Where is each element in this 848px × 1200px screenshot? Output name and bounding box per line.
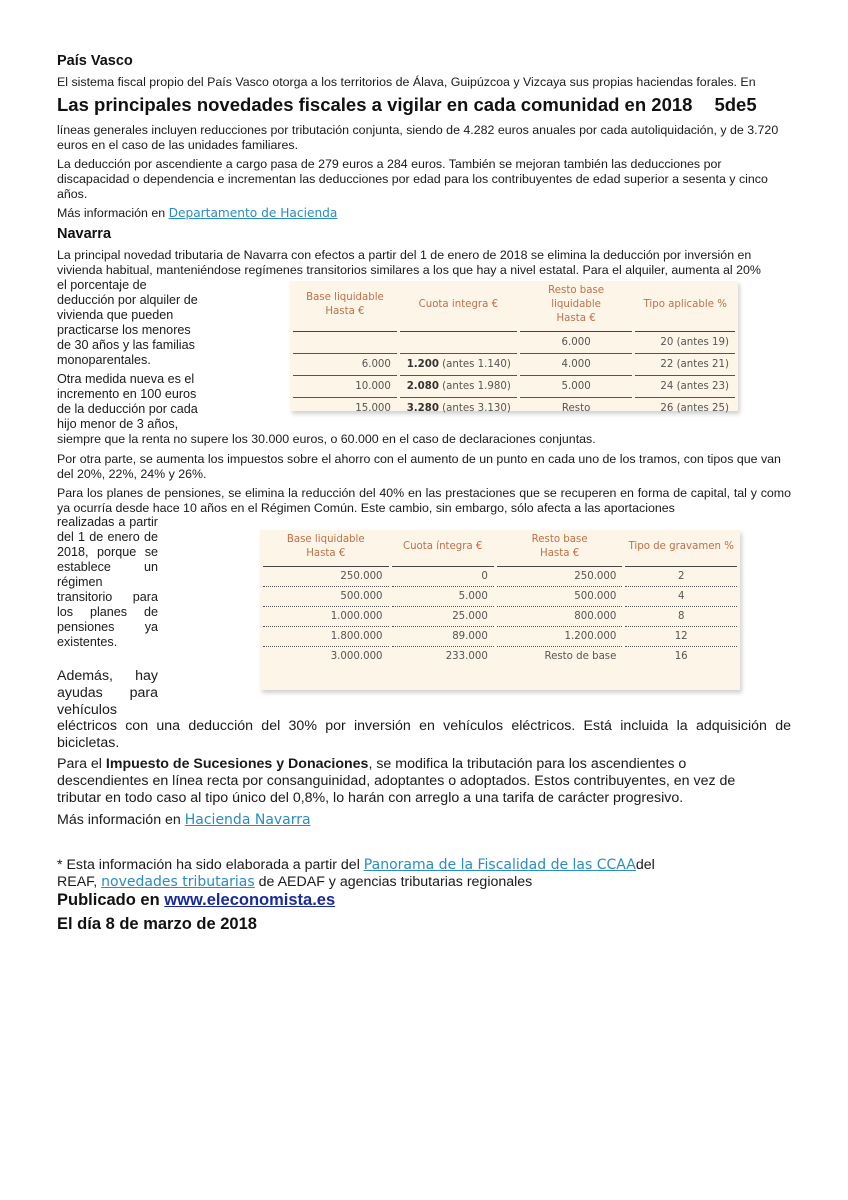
col-header-cuota: Cuota íntegra € xyxy=(392,530,494,567)
col-header-resto: Resto base Hasta € xyxy=(497,530,623,567)
section-heading-pais-vasco: País Vasco xyxy=(57,53,133,69)
page-title xyxy=(57,94,757,115)
page-title-text: Las principales novedades fiscales a vigilar en cada comunidad en 2018 xyxy=(57,94,693,115)
succession-tax-bold: Impuesto de Sucesiones y Donaciones xyxy=(105,756,369,772)
navarra-para-1: La principal novedad tributaria de Navarra con efectos a partir del 1 de enero de 2018 se elimina la deducción por inversión en vivienda habitual, manteniéndose regímenes transitorios similares a los que hay a nivel estatal. Para el alquiler, aumenta al 20% xyxy=(57,248,761,277)
page-indicator: 5de5 xyxy=(714,94,757,115)
table-row: 500.000 5.000 500.000 4 xyxy=(263,587,737,607)
pais-vasco-more-info xyxy=(57,206,337,221)
col-header-base: Base liquidable Hasta € xyxy=(263,530,389,567)
succession-tax-grid xyxy=(260,530,740,666)
navarra-side-text-4: Además, hay ayudas para vehículos xyxy=(57,668,158,718)
publication-date: El día 8 de marzo de 2018 xyxy=(57,915,257,933)
navarra-para-2: Por otra parte, se aumenta los impuestos sobre el ahorro con el aumento de un punto en cada uno de los tramos, con tipos que van del 20%, 22%, 24% y 26%. xyxy=(57,452,781,481)
col-header-base: Base liquidable Hasta € xyxy=(293,281,397,332)
col-header-cuota: Cuota integra € xyxy=(400,281,517,332)
table-header-row xyxy=(293,281,735,332)
col-header-tipo: Tipo aplicable % xyxy=(635,281,735,332)
published-line: Publicado en www.eleconomista.es xyxy=(57,891,336,909)
navarra-para-3-tail: eléctricos con una deducción del 30% por inversión en vehículos eléctricos. Está incluida la adquisición de bicicletas. xyxy=(57,718,791,751)
navarra-para-3: Para los planes de pensiones, se elimina la reducción del 40% en las prestaciones que se recuperen en forma de capital, tal y como ya ocurría desde hace 10 años en el Régimen Común. Este cambio, sin embargo, sólo afecta a las aportaciones xyxy=(57,486,791,515)
pais-vasco-para-2: La deducción por ascendiente a cargo pasa de 279 euros a 284 euros. También se mejoran también las deducciones por discapacidad o dependencia e incrementan las deducciones por edad para los contribuyentes de edad superior a sesenta y cinco años. xyxy=(57,157,768,201)
table-row: 6.000 1.200 (antes 1.140) 4.000 22 (antes 21) xyxy=(293,354,735,376)
navarra-side-text-1: el porcentaje de deducción por alquiler de vivienda que pueden practicarse los menores de 30 años y las familias monoparentales. xyxy=(57,278,198,367)
navarra-side-text-2: Otra medida nueva es el incremento en 100 euros de la deducción por cada hijo menor de 3 años, xyxy=(57,372,198,431)
navarra-para-4: Para el Impuesto de Sucesiones y Donaciones, se modifica la tributación para los ascendientes o descendientes en línea recta por consanguinidad, adoptantes o adoptados. Estos contribuyentes, en vez de tributar en todo caso al tipo único del 0,8%, lo harán con arreglo a una tarifa de carácter progresivo. xyxy=(57,756,736,806)
novedades-tributarias-link[interactable]: novedades tributarias xyxy=(101,874,255,890)
navarra-para-1-tail: siempre que la renta no supere los 30.000 euros, o 60.000 en el caso de declaraciones conjuntas. xyxy=(57,432,596,446)
table-row: 1.000.000 25.000 800.000 8 xyxy=(263,607,737,627)
col-header-tipo: Tipo de gravamen % xyxy=(625,530,737,567)
table-row: 1.800.000 89.000 1.200.000 12 xyxy=(263,627,737,647)
succession-tax-table xyxy=(260,530,740,690)
panorama-fiscalidad-link[interactable]: Panorama de la Fiscalidad de las CCAA xyxy=(363,857,636,873)
table-row: 6.000 20 (antes 19) xyxy=(293,332,735,354)
table-row: 15.000 3.280 (antes 3.130) Resto 26 (antes 25) xyxy=(355,403,729,414)
section-heading-navarra: Navarra xyxy=(57,226,112,242)
more-info-prefix: Más información en xyxy=(57,206,169,220)
departamento-hacienda-link[interactable]: Departamento de Hacienda xyxy=(168,206,338,220)
savings-tax-grid xyxy=(290,281,738,419)
eleconomista-link[interactable]: www.eleconomista.es xyxy=(164,891,336,909)
navarra-side-text-3: realizadas a partir del 1 de enero de 2018, porque se establece un régimen transitorio para los planes de pensiones ya existentes. xyxy=(57,515,158,649)
table-row: 250.000 0 250.000 2 xyxy=(263,567,737,587)
table-row: 10.000 2.080 (antes 1.980) 5.000 24 (antes 23) xyxy=(293,376,735,398)
table-header-row xyxy=(263,530,737,567)
footer-source-note: * Esta información ha sido elaborada a partir del Panorama de la Fiscalidad de las CCAAdel REAF, novedades tributarias de AEDAF y agencias tributarias regionales xyxy=(57,857,655,890)
pais-vasco-intro: El sistema fiscal propio del País Vasco otorga a los territorios de Álava, Guipúzcoa y Vizcaya sus propias haciendas forales. En xyxy=(57,75,756,89)
hacienda-navarra-link[interactable]: Hacienda Navarra xyxy=(184,812,311,828)
col-header-resto: Resto base liquidable Hasta € xyxy=(520,281,633,332)
savings-tax-table xyxy=(290,281,738,414)
pais-vasco-para-1: líneas generales incluyen reducciones por tributación conjunta, siendo de 4.282 euros anuales por cada autoliquidación, y de 3.720 euros en el caso de las unidades familiares. xyxy=(57,123,779,152)
table-row: 3.000.000 233.000 Resto de base 16 xyxy=(330,651,688,662)
navarra-more-info: Más información en Hacienda Navarra xyxy=(57,812,311,828)
